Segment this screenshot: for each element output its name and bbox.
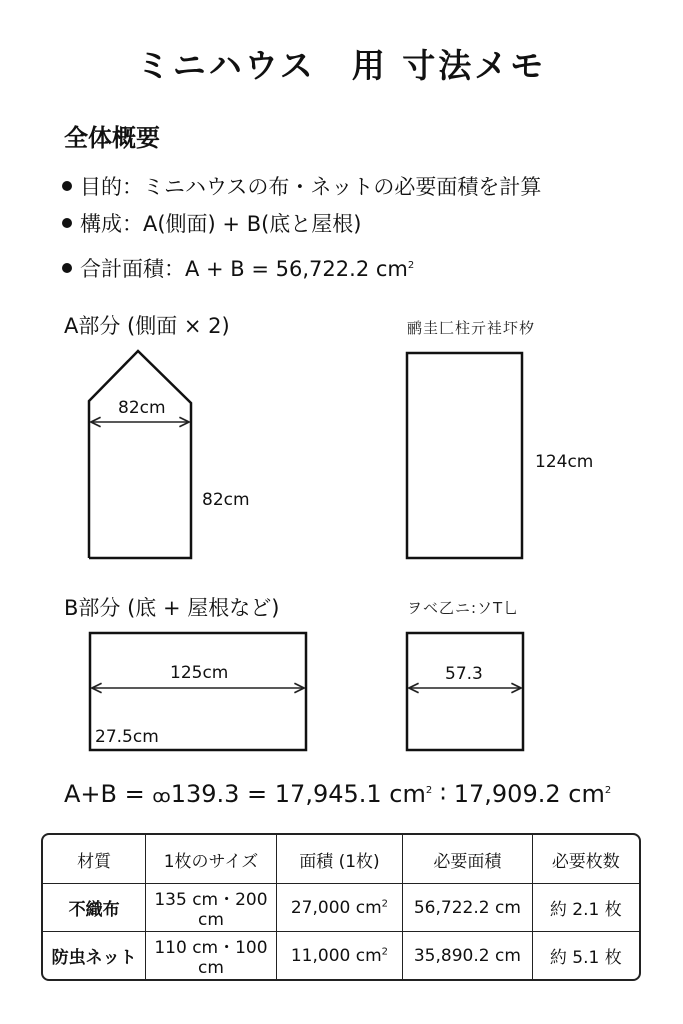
cell-material: 防虫ネット xyxy=(43,932,146,979)
formula-part: 139.3 = 17,945.1 cm xyxy=(170,780,426,808)
section-a-right-label: 鹂圭匚柱亓袿圷𣏐 xyxy=(407,319,536,337)
a-right-rectangle xyxy=(407,353,522,558)
page-title: ミニハウス 用 寸法メモ xyxy=(136,46,547,85)
table-header-row xyxy=(43,835,639,884)
b-height-label: 27.5cm xyxy=(95,727,159,747)
superscript: 2 xyxy=(407,260,415,271)
area-value: 11,000 cm xyxy=(290,945,382,966)
cell-required: 56,722.2 cm xyxy=(403,884,533,932)
square-width-label: 57.3 xyxy=(445,664,483,684)
header-area: 面積 (1枚) xyxy=(277,835,403,884)
house-shape xyxy=(89,351,191,558)
superscript: 2 xyxy=(604,785,612,796)
cell-material: 不織布 xyxy=(43,884,146,932)
cell-area xyxy=(277,932,403,979)
cell-count: 約 2.1 枚 xyxy=(533,884,639,932)
area-value: 27,000 cm xyxy=(290,897,382,918)
superscript: 2 xyxy=(425,785,433,796)
cell-size: 135 cm・200 cm xyxy=(146,884,277,932)
house-width-label: 82cm xyxy=(118,398,166,418)
header-material: 材質 xyxy=(43,835,146,884)
cell-required: 35,890.2 cm xyxy=(403,932,533,979)
section-a-label: A部分 (側面 × 2) xyxy=(64,314,230,338)
header-count: 必要枚数 xyxy=(533,835,639,884)
formula-line xyxy=(64,780,611,808)
formula-glyph: ꝏ xyxy=(152,786,171,807)
bullet-text: 構成：A(側面) + B(底と屋根) xyxy=(80,212,362,236)
b-width-label: 125cm xyxy=(170,663,229,683)
cell-count: 約 5.1 枚 xyxy=(549,948,622,968)
cell-size: 110 cm・100 cm xyxy=(146,932,277,979)
table-row xyxy=(43,884,639,932)
cell-area xyxy=(277,884,403,932)
b-square xyxy=(407,633,523,750)
rect-height-label: 124cm xyxy=(535,452,594,472)
header-required-area: 必要面積 xyxy=(403,835,533,884)
overview-heading: 全体概要 xyxy=(64,124,160,152)
materials-table xyxy=(41,833,641,981)
table-row xyxy=(43,932,639,979)
section-b-label: B部分 (底 + 屋根など) xyxy=(64,596,280,620)
house-height-label: 82cm xyxy=(202,490,250,510)
formula-part: A+B = xyxy=(64,780,153,808)
formula-part: ∶ 17,909.2 cm xyxy=(432,780,605,808)
header-size: 1枚のサイズ xyxy=(146,835,277,884)
bullet-text: 目的：ミニハウスの布・ネットの必要面積を計算 xyxy=(80,175,542,199)
section-b-right-label: ヲベ乙ニ:ソT乚 xyxy=(407,599,520,617)
bullet-text: 合計面積：A + B = 56,722.2 cm xyxy=(80,257,408,281)
superscript: 2 xyxy=(381,897,389,909)
superscript: 2 xyxy=(381,945,389,957)
